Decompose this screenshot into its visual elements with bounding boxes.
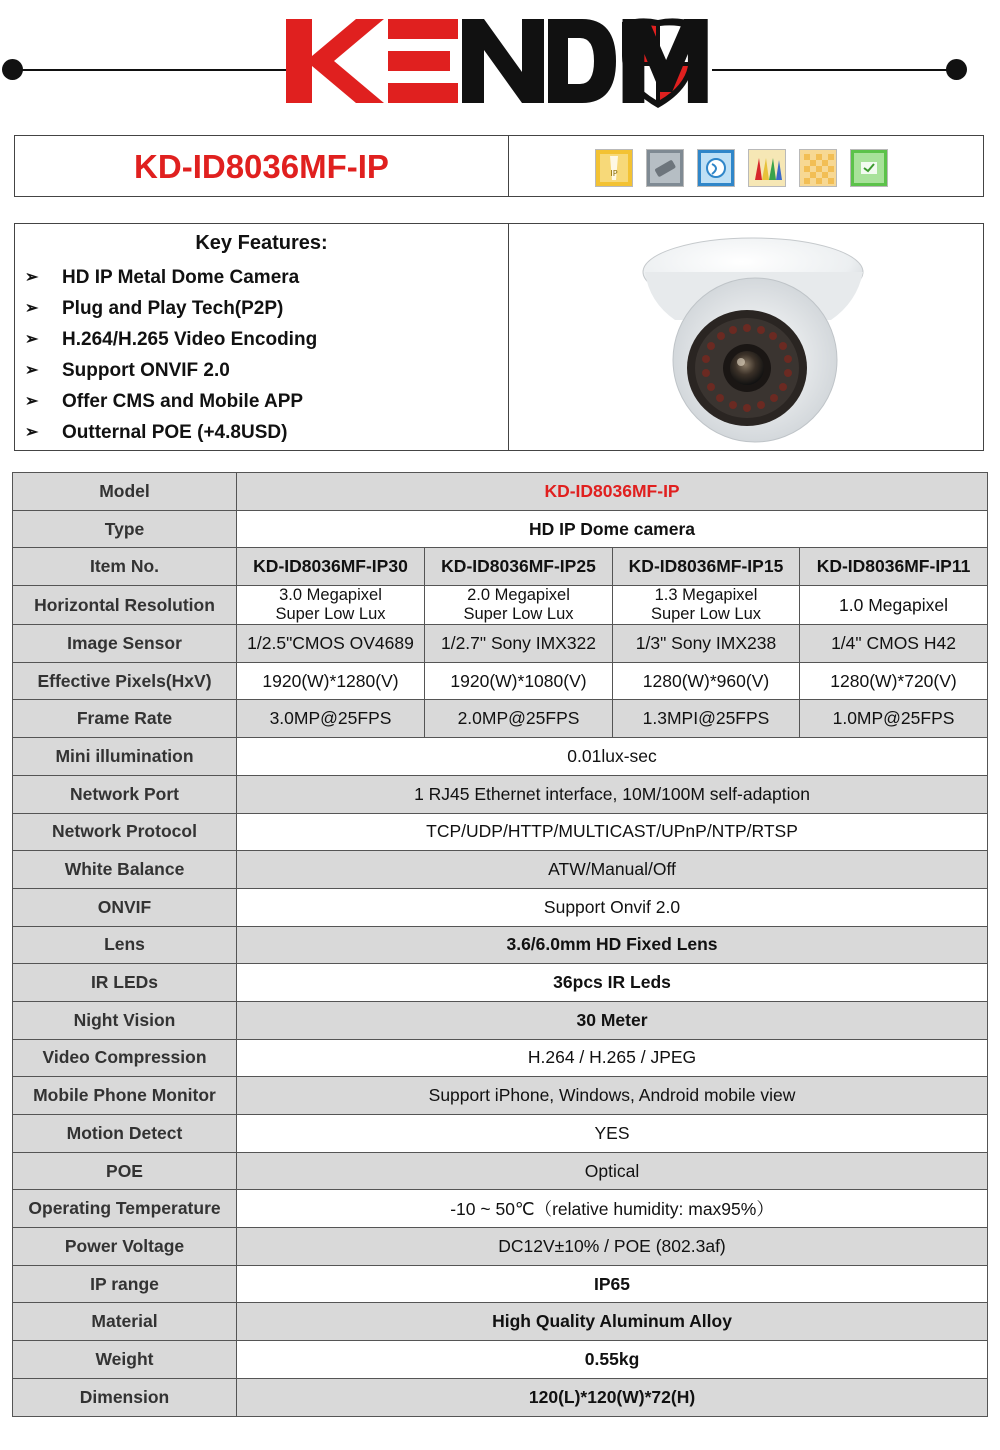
- row-value: 1.0MP@25FPS: [800, 700, 988, 738]
- row-value: 1/3" Sony IMX238: [613, 625, 800, 663]
- row-label: Mobile Phone Monitor: [13, 1077, 237, 1115]
- row-label: Horizontal Resolution: [13, 586, 237, 625]
- row-value: -10 ~ 50℃（relative humidity: max95%）: [237, 1190, 988, 1228]
- spec-table: [12, 472, 988, 1417]
- product-model-title: KD-ID8036MF-IP: [134, 148, 389, 185]
- row-value: DC12V±10% / POE (802.3af): [237, 1228, 988, 1266]
- features-heading: Key Features:: [195, 232, 328, 254]
- row-label: Mini illumination: [13, 738, 237, 776]
- row-value: High Quality Aluminum Alloy: [237, 1303, 988, 1341]
- table-row: [13, 510, 988, 548]
- ir-led-icon: [748, 149, 786, 187]
- row-label: Image Sensor: [13, 625, 237, 663]
- row-label: Type: [13, 510, 237, 548]
- row-label: IR LEDs: [13, 964, 237, 1002]
- feature-item: ➢ Offer CMS and Mobile APP: [25, 386, 317, 417]
- title-box: [14, 135, 984, 197]
- row-label: Night Vision: [13, 1001, 237, 1039]
- header-dot-left: [2, 59, 23, 80]
- row-value: 3.0 Megapixel Super Low Lux: [237, 586, 425, 625]
- row-value: KD-ID8036MF-IP: [237, 473, 988, 511]
- row-value: 1920(W)*1280(V): [237, 662, 425, 700]
- row-value: 1.0 Megapixel: [800, 586, 988, 625]
- table-row: [13, 548, 988, 586]
- row-value: KD-ID8036MF-IP15: [613, 548, 800, 586]
- arrow-bullet-icon: ➢: [25, 393, 39, 410]
- row-label: Power Voltage: [13, 1228, 237, 1266]
- header-dot-right: [946, 59, 967, 80]
- row-value: 36pcs IR Leds: [237, 964, 988, 1002]
- row-value: 120(L)*120(W)*72(H): [237, 1378, 988, 1416]
- feature-item: ➢ Outternal POE (+4.8USD): [25, 417, 317, 448]
- row-value: 1 RJ45 Ethernet interface, 10M/100M self-adaption: [237, 775, 988, 813]
- row-label: Network Port: [13, 775, 237, 813]
- table-row: [13, 1152, 988, 1190]
- table-row: [13, 586, 988, 625]
- row-label: Operating Temperature: [13, 1190, 237, 1228]
- row-value: 1.3 Megapixel Super Low Lux: [613, 586, 800, 625]
- dome-camera-image: [635, 232, 875, 444]
- row-value: 1/4" CMOS H42: [800, 625, 988, 663]
- table-row: [13, 964, 988, 1002]
- row-label: Lens: [13, 926, 237, 964]
- row-value: Support Onvif 2.0: [237, 888, 988, 926]
- feature-badges: [595, 149, 888, 187]
- row-value: KD-ID8036MF-IP25: [425, 548, 613, 586]
- features-list: [25, 262, 317, 448]
- table-row: [13, 625, 988, 663]
- table-row: [13, 662, 988, 700]
- row-value: KD-ID8036MF-IP11: [800, 548, 988, 586]
- svg-text:IP: IP: [610, 169, 618, 178]
- row-value: Support iPhone, Windows, Android mobile view: [237, 1077, 988, 1115]
- header-rule-right: [712, 69, 958, 71]
- feature-item: ➢ Plug and Play Tech(P2P): [25, 293, 317, 324]
- row-label: IP range: [13, 1265, 237, 1303]
- table-row: [13, 813, 988, 851]
- row-label: Network Protocol: [13, 813, 237, 851]
- ip-rating-icon: [595, 149, 633, 187]
- row-value: 1280(W)*720(V): [800, 662, 988, 700]
- row-label: Video Compression: [13, 1039, 237, 1077]
- row-value: 0.55kg: [237, 1341, 988, 1379]
- arrow-bullet-icon: ➢: [25, 424, 39, 441]
- header-rule-left: [12, 69, 302, 71]
- table-row: [13, 1039, 988, 1077]
- table-row: [13, 1378, 988, 1416]
- row-value: 1280(W)*960(V): [613, 662, 800, 700]
- row-label: Effective Pixels(HxV): [13, 662, 237, 700]
- row-value: H.264 / H.265 / JPEG: [237, 1039, 988, 1077]
- table-row: [13, 851, 988, 889]
- row-value: YES: [237, 1115, 988, 1153]
- onvif-icon: [850, 149, 888, 187]
- table-row: [13, 1265, 988, 1303]
- row-label: Dimension: [13, 1378, 237, 1416]
- row-value: 3.0MP@25FPS: [237, 700, 425, 738]
- metal-housing-icon: [646, 149, 684, 187]
- night-vision-icon: [697, 149, 735, 187]
- row-value: TCP/UDP/HTTP/MULTICAST/UPnP/NTP/RTSP: [237, 813, 988, 851]
- row-value: IP65: [237, 1265, 988, 1303]
- row-value: 1/2.7" Sony IMX322: [425, 625, 613, 663]
- row-label: White Balance: [13, 851, 237, 889]
- table-row: [13, 1190, 988, 1228]
- table-row: [13, 1341, 988, 1379]
- table-row: [13, 1228, 988, 1266]
- row-value: KD-ID8036MF-IP30: [237, 548, 425, 586]
- row-value: ATW/Manual/Off: [237, 851, 988, 889]
- feature-item: ➢ Support ONVIF 2.0: [25, 355, 317, 386]
- arrow-bullet-icon: ➢: [25, 362, 39, 379]
- table-row: [13, 738, 988, 776]
- table-row: [13, 473, 988, 511]
- kendom-logo: [286, 14, 716, 114]
- row-label: Motion Detect: [13, 1115, 237, 1153]
- arrow-bullet-icon: ➢: [25, 331, 39, 348]
- row-label: Frame Rate: [13, 700, 237, 738]
- table-row: [13, 1077, 988, 1115]
- table-row: [13, 888, 988, 926]
- row-value: 2.0MP@25FPS: [425, 700, 613, 738]
- feature-item: ➢ HD IP Metal Dome Camera: [25, 262, 317, 293]
- row-value: 3.6/6.0mm HD Fixed Lens: [237, 926, 988, 964]
- header: [0, 0, 1000, 130]
- feature-item: ➢ H.264/H.265 Video Encoding: [25, 324, 317, 355]
- table-row: [13, 1001, 988, 1039]
- row-label: Weight: [13, 1341, 237, 1379]
- row-label: Item No.: [13, 548, 237, 586]
- arrow-bullet-icon: ➢: [25, 269, 39, 286]
- row-value: 0.01lux-sec: [237, 738, 988, 776]
- row-label: Model: [13, 473, 237, 511]
- resolution-icon: [799, 149, 837, 187]
- table-row: [13, 1115, 988, 1153]
- row-value: Optical: [237, 1152, 988, 1190]
- row-value: HD IP Dome camera: [237, 510, 988, 548]
- row-value: 1920(W)*1080(V): [425, 662, 613, 700]
- features-box: [14, 223, 984, 451]
- table-row: [13, 926, 988, 964]
- row-label: Material: [13, 1303, 237, 1341]
- table-row: [13, 700, 988, 738]
- row-label: ONVIF: [13, 888, 237, 926]
- arrow-bullet-icon: ➢: [25, 300, 39, 317]
- row-value: 2.0 Megapixel Super Low Lux: [425, 586, 613, 625]
- table-row: [13, 775, 988, 813]
- row-value: 30 Meter: [237, 1001, 988, 1039]
- row-value: 1.3MPI@25FPS: [613, 700, 800, 738]
- row-label: POE: [13, 1152, 237, 1190]
- table-row: [13, 1303, 988, 1341]
- row-value: 1/2.5"CMOS OV4689: [237, 625, 425, 663]
